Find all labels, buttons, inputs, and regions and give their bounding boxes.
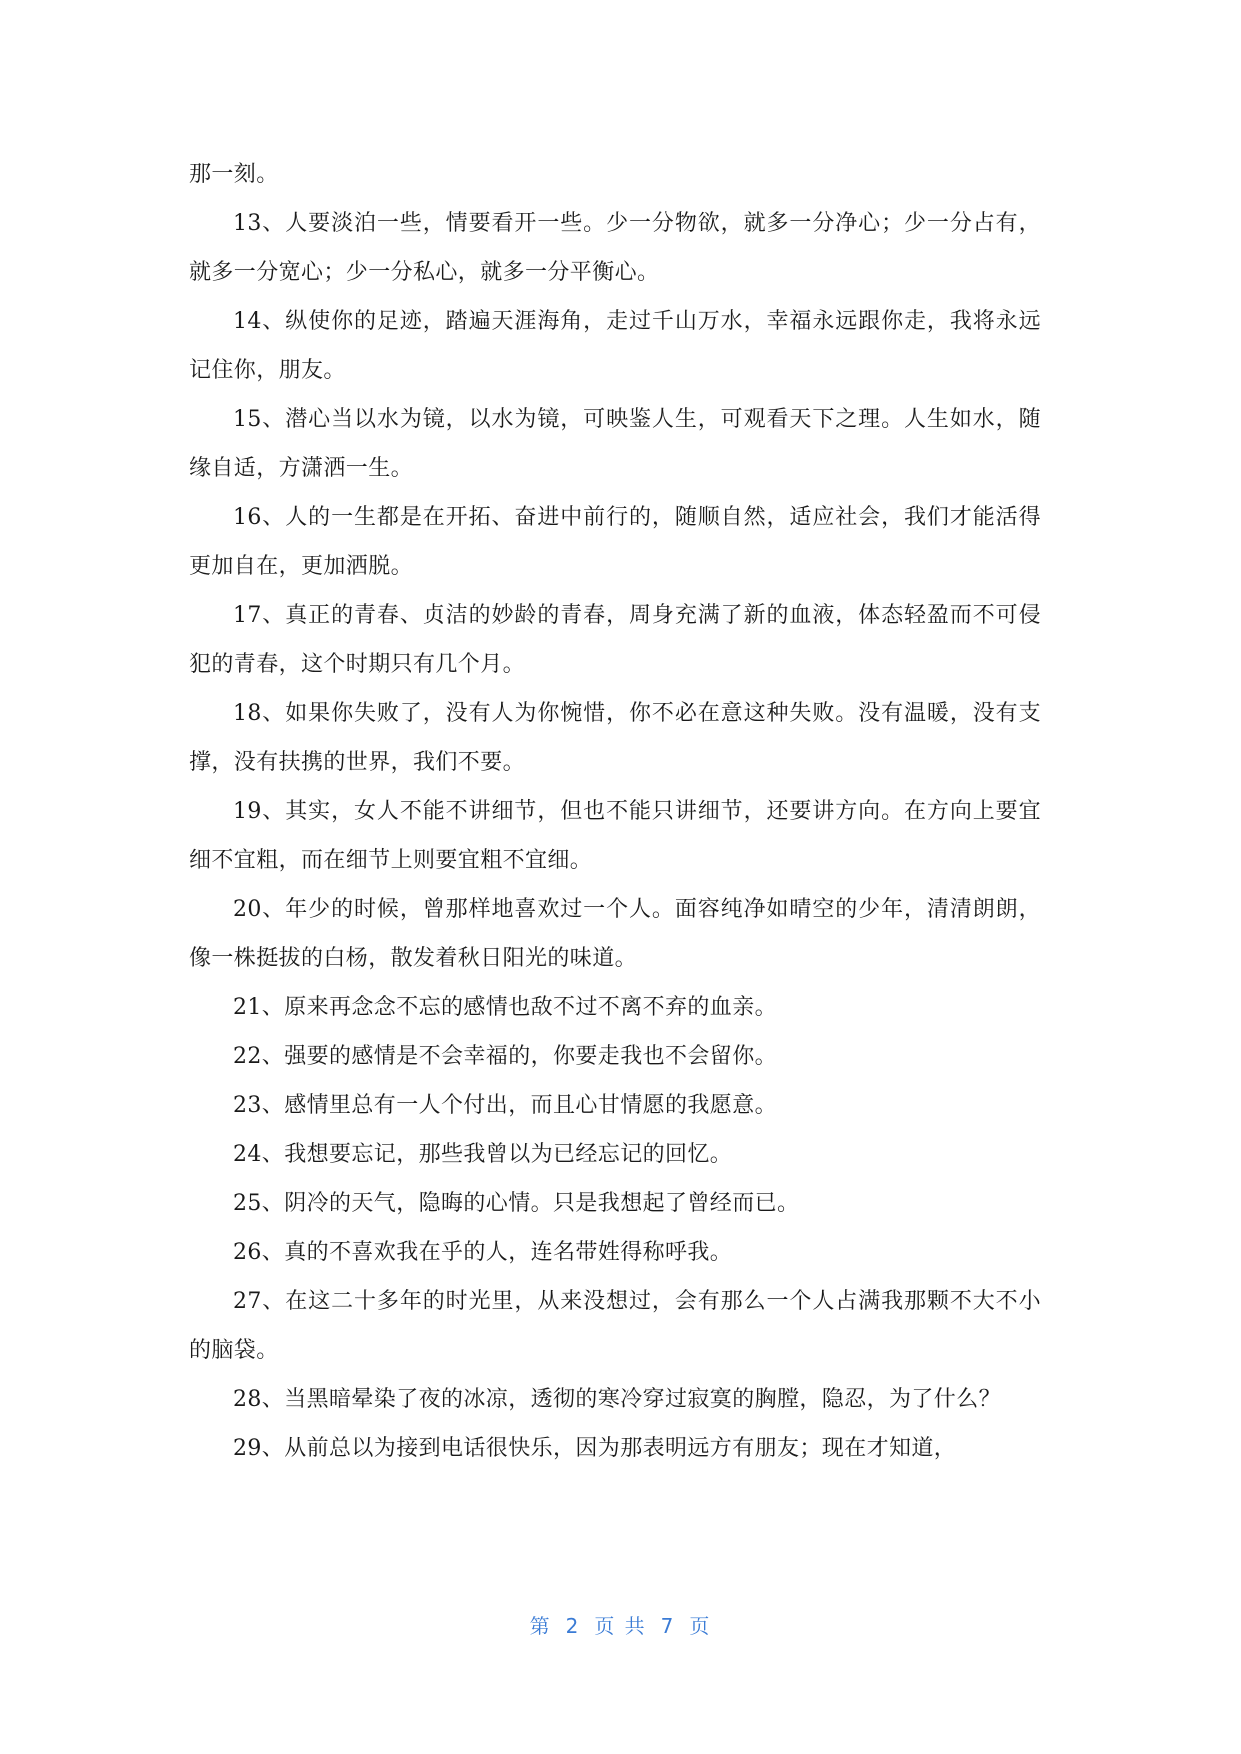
total-pages-number: 7 [660, 1614, 676, 1638]
paragraph: 17、真正的青春、贞洁的妙龄的青春，周身充满了新的血液，体态轻盈而不可侵犯的青春，这个时期只有几个月。 [189, 603, 1041, 677]
footer-prefix: 第 [529, 1614, 552, 1638]
page-footer [0, 1610, 1241, 1639]
paragraph: 那一刻。 [189, 162, 279, 187]
paragraph: 21、原来再念念不忘的感情也敌不过不离不弃的血亲。 [233, 995, 777, 1020]
paragraph: 24、我想要忘记，那些我曾以为已经忘记的回忆。 [233, 1142, 733, 1167]
current-page-number: 2 [565, 1614, 581, 1638]
paragraph: 20、年少的时候，曾那样地喜欢过一个人。面容纯净如晴空的少年，清清朗朗，像一株挺拔的白杨，散发着秋日阳光的味道。 [189, 897, 1041, 971]
paragraph: 23、感情里总有一人个付出，而且心甘情愿的我愿意。 [233, 1093, 777, 1118]
paragraph: 29、从前总以为接到电话很快乐，因为那表明远方有朋友；现在才知道， [233, 1436, 957, 1461]
paragraph: 14、纵使你的足迹，踏遍天涯海角，走过千山万水，幸福永远跟你走，我将永远记住你，朋友。 [189, 309, 1041, 383]
paragraph: 25、阴冷的天气，隐晦的心情。只是我想起了曾经而已。 [233, 1191, 800, 1216]
paragraph: 18、如果你失败了，没有人为你惋惜，你不必在意这种失败。没有温暖，没有支撑，没有扶携的世界，我们不要。 [189, 701, 1041, 775]
document-body [189, 150, 1041, 1473]
paragraph: 19、其实，女人不能不讲细节，但也不能只讲细节，还要讲方向。在方向上要宜细不宜粗，而在细节上则要宜粗不宜细。 [189, 799, 1041, 873]
paragraph: 27、在这二十多年的时光里，从来没想过，会有那么一个人占满我那颗不大不小的脑袋。 [189, 1289, 1041, 1363]
footer-middle: 页 共 [594, 1614, 647, 1638]
paragraph: 15、潜心当以水为镜，以水为镜，可映鉴人生，可观看天下之理。人生如水，随缘自适，方潇洒一生。 [189, 407, 1041, 481]
footer-suffix: 页 [689, 1614, 712, 1638]
paragraph: 28、当黑暗晕染了夜的冰凉，透彻的寒冷穿过寂寞的胸膛，隐忍，为了什么？ [233, 1387, 1001, 1412]
paragraph: 22、强要的感情是不会幸福的，你要走我也不会留你。 [233, 1044, 777, 1069]
paragraph: 16、人的一生都是在开拓、奋进中前行的，随顺自然，适应社会，我们才能活得更加自在，更加洒脱。 [189, 505, 1041, 579]
paragraph: 13、人要淡泊一些，情要看开一些。少一分物欲，就多一分净心；少一分占有，就多一分宽心；少一分私心，就多一分平衡心。 [189, 211, 1041, 285]
paragraph: 26、真的不喜欢我在乎的人，连名带姓得称呼我。 [233, 1240, 733, 1265]
